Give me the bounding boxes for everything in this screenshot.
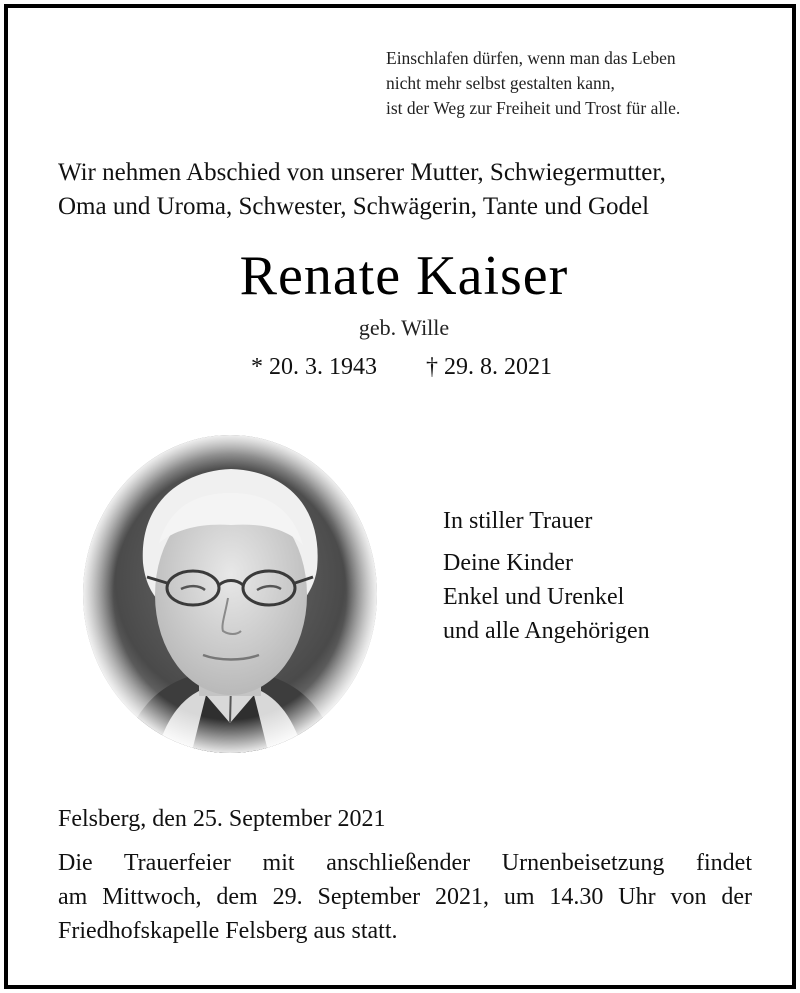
motto-verse: [386, 46, 680, 121]
mourner-line: Deine Kinder: [443, 550, 573, 576]
birth-date: * 20. 3. 1943: [251, 354, 377, 380]
portrait-photo-icon: [81, 433, 379, 755]
deceased-name: Renate Kaiser: [239, 245, 569, 307]
maiden-name: geb. Wille: [358, 315, 450, 340]
motto-line: ist der Weg zur Freiheit und Trost für alle.: [386, 98, 681, 118]
intro-line: Wir nehmen Abschied von unserer Mutter, Schwiegermutter,: [58, 159, 666, 186]
obituary-frame: [4, 4, 796, 989]
farewell-intro: [58, 156, 666, 224]
mourning-lead: In stiller Trauer: [443, 508, 593, 534]
mourner-line: und alle Angehörigen: [443, 618, 650, 644]
service-line: Friedhofskapelle Felsberg aus statt.: [58, 918, 398, 944]
funeral-service-notice: [58, 846, 752, 948]
place-and-date: Felsberg, den 25. September 2021: [58, 806, 386, 832]
service-line: Die Trauerfeier mit anschließender Urnenbeisetzung findet: [58, 850, 752, 876]
death-date: † 29. 8. 2021: [426, 354, 552, 380]
mourner-line: Enkel und Urenkel: [443, 584, 625, 610]
motto-line: Einschlafen dürfen, wenn man das Leben: [386, 48, 676, 68]
service-line: am Mittwoch, dem 29. September 2021, um 14.30 Uhr von der: [58, 884, 752, 910]
intro-line: Oma und Uroma, Schwester, Schwägerin, Tante und Godel: [58, 193, 650, 220]
motto-line: nicht mehr selbst gestalten kann,: [386, 73, 615, 93]
mourners-block: [443, 504, 650, 648]
